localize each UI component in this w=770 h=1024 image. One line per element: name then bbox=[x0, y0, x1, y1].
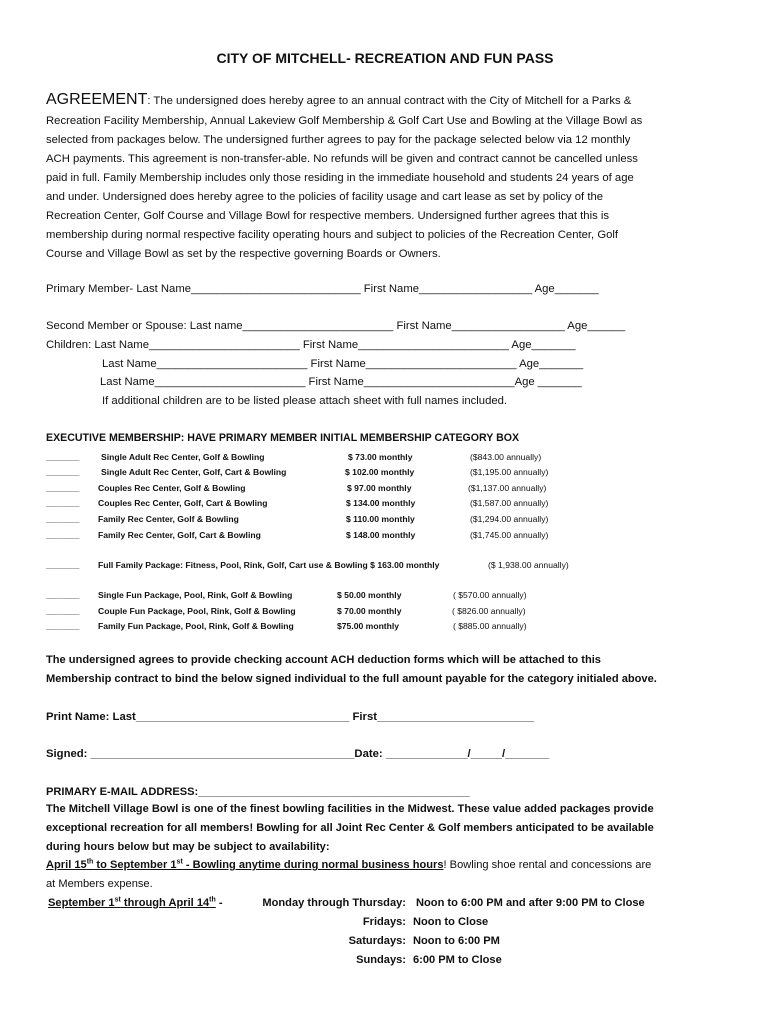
print-name-field[interactable]: Print Name: Last__________________________________ First_________________________ bbox=[46, 711, 535, 723]
schedule-day: Saturdays: bbox=[348, 935, 406, 947]
fun-package-name: Family Fun Package, Pool, Rink, Golf & Bowling bbox=[98, 621, 294, 631]
summer-note: ! Bowling shoe rental and concessions are bbox=[443, 859, 652, 871]
agreement-line-8: membership during normal respective facility operating hours and subject to policies of the Recreation Center, Golf bbox=[46, 229, 619, 241]
exec-package-name: Family Rec Center, Golf, Cart & Bowling bbox=[98, 530, 261, 540]
fun-package-annual: ( $885.00 annually) bbox=[453, 621, 527, 631]
exec-initial-blank-6[interactable]: _______ bbox=[46, 530, 80, 540]
fun-package-monthly: $75.00 monthly bbox=[337, 621, 400, 631]
agreement-line-9: Course and Village Bowl as set by the respective governing Boards or Owners. bbox=[46, 248, 441, 260]
winter-dates-line: September 1st through April 14th - bbox=[48, 896, 223, 909]
fun-initial-blank-1[interactable]: _______ bbox=[46, 590, 80, 600]
exec-package-annual: ($1,195.00 annually) bbox=[470, 467, 549, 477]
exec-package-monthly: $ 134.00 monthly bbox=[346, 498, 416, 508]
fun-package-monthly: $ 50.00 monthly bbox=[337, 590, 402, 600]
ach-line-1: The undersigned agrees to provide checking account ACH deduction forms which will be attached to this bbox=[46, 654, 601, 666]
summer-hours-line bbox=[46, 859, 651, 871]
full-family-annual: ($ 1,938.00 annually) bbox=[488, 560, 569, 570]
exec-package-name: Family Rec Center, Golf & Bowling bbox=[98, 514, 239, 524]
email-field[interactable]: PRIMARY E-MAIL ADDRESS:____________________________________________ bbox=[46, 786, 470, 798]
agreement-line-1: AGREEMENT: The undersigned does hereby agree to an annual contract with the City of Mitchell for a Parks & bbox=[46, 91, 632, 108]
exec-package-monthly: $ 102.00 monthly bbox=[345, 467, 415, 477]
exec-package-name: Couples Rec Center, Golf, Cart & Bowling bbox=[98, 498, 268, 508]
page-title: CITY OF MITCHELL- RECREATION AND FUN PASS bbox=[216, 50, 554, 66]
schedule-time: Noon to 6:00 PM bbox=[413, 935, 500, 947]
exec-package-monthly: $ 73.00 monthly bbox=[348, 452, 413, 462]
exec-package-name: Single Adult Rec Center, Golf, Cart & Bowling bbox=[101, 467, 287, 477]
child-3-field[interactable]: Last Name________________________ First Name________________________Age _______ bbox=[100, 376, 582, 388]
full-family-initial-blank[interactable]: _______ bbox=[46, 560, 80, 570]
fun-package-name: Single Fun Package, Pool, Rink, Golf & Bowling bbox=[98, 590, 293, 600]
exec-package-annual: ($1,294.00 annually) bbox=[470, 514, 549, 524]
exec-package-name: Single Adult Rec Center, Golf & Bowling bbox=[101, 452, 265, 462]
schedule-day: Fridays: bbox=[362, 916, 406, 928]
exec-package-annual: ($1,745.00 annually) bbox=[470, 530, 549, 540]
schedule-day: Sundays: bbox=[356, 954, 406, 966]
second-member-field[interactable]: Second Member or Spouse: Last name________________________ First Name__________________ Age______ bbox=[46, 320, 626, 332]
bowl-line-2: exceptional recreation for all members! Bowling for all Joint Rec Center & Golf members anticipated to be available bbox=[46, 822, 654, 834]
exec-package-monthly: $ 148.00 monthly bbox=[346, 530, 416, 540]
bowl-line-3: during hours below but may be subject to availability: bbox=[46, 841, 330, 853]
schedule-time: Noon to Close bbox=[413, 916, 489, 928]
exec-package-annual: ($1,137.00 annually) bbox=[468, 483, 547, 493]
agreement-line-7: Recreation Center, Golf Course and Village Bowl for respective members. Undersigned further agrees that this is bbox=[46, 210, 610, 222]
exec-initial-blank-3[interactable]: _______ bbox=[46, 483, 80, 493]
exec-package-annual: ($843.00 annually) bbox=[470, 452, 542, 462]
agreement-line-6: and under. Undersigned does hereby agree to the policies of facility usage and cart lease as set by policy of the bbox=[46, 191, 604, 203]
agreement-line-5: paid in full. Family Membership includes only those residing in the immediate household and students 24 years of age bbox=[46, 172, 634, 184]
full-family-package: Full Family Package: Fitness, Pool, Rink, Golf, Cart use & Bowling $ 163.00 monthly bbox=[98, 560, 440, 570]
fun-package-annual: ( $826.00 annually) bbox=[452, 606, 526, 616]
fun-package-annual: ( $570.00 annually) bbox=[453, 590, 527, 600]
fun-package-monthly: $ 70.00 monthly bbox=[337, 606, 402, 616]
exec-initial-blank-5[interactable]: _______ bbox=[46, 514, 80, 524]
schedule-day: Monday through Thursday: bbox=[262, 897, 406, 909]
agreement-line-4: ACH payments. This agreement is non-transfer-able. No refunds will be given and contract cannot be cancelled unless bbox=[46, 153, 638, 165]
agreement-line-2: Recreation Facility Membership, Annual Lakeview Golf Membership & Golf Cart Use and Bowling at the Village Bowl as bbox=[46, 115, 643, 127]
child-2-field[interactable]: Last Name________________________ First Name________________________ Age_______ bbox=[102, 358, 584, 370]
child-1-field[interactable]: Children: Last Name________________________ First Name________________________ Age_______ bbox=[46, 339, 576, 351]
executive-heading: EXECUTIVE MEMBERSHIP: HAVE PRIMARY MEMBER INITIAL MEMBERSHIP CATEGORY BOX bbox=[46, 432, 520, 444]
children-note: If additional children are to be listed please attach sheet with full names included. bbox=[102, 395, 508, 407]
fun-initial-blank-2[interactable]: _______ bbox=[46, 606, 80, 616]
exec-package-name: Couples Rec Center, Golf & Bowling bbox=[98, 483, 246, 493]
exec-initial-blank-1[interactable]: _______ bbox=[46, 452, 80, 462]
schedule-time: Noon to 6:00 PM and after 9:00 PM to Close bbox=[416, 897, 645, 909]
ach-line-2: Membership contract to bind the below signed individual to the full amount payable for the category initialed above. bbox=[46, 673, 657, 685]
bowl-line-1: The Mitchell Village Bowl is one of the finest bowling facilities in the Midwest. These value added packages provide bbox=[46, 803, 654, 815]
primary-member-field[interactable]: Primary Member- Last Name___________________________ First Name__________________ Age_______ bbox=[46, 283, 599, 295]
exec-package-monthly: $ 97.00 monthly bbox=[347, 483, 412, 493]
signed-date-field[interactable]: Signed: __________________________________________Date: _____________/_____/_______ bbox=[46, 748, 550, 760]
summer-dates: April 15th to September 1st - Bowling anytime during normal business hours bbox=[46, 858, 444, 871]
agreement-line-3: selected from packages below. The undersigned further agrees to pay for the package selected below via 12 monthly bbox=[46, 134, 631, 146]
exec-initial-blank-4[interactable]: _______ bbox=[46, 498, 80, 508]
summer-note-2: at Members expense. bbox=[46, 878, 153, 890]
agreement-heading: AGREEMENT bbox=[46, 91, 148, 108]
schedule-time: 6:00 PM to Close bbox=[413, 954, 502, 966]
winter-dates: September 1st through April 14th bbox=[48, 896, 216, 909]
fun-initial-blank-3[interactable]: _______ bbox=[46, 621, 80, 631]
exec-initial-blank-2[interactable]: _______ bbox=[46, 467, 80, 477]
exec-package-annual: ($1,587.00 annually) bbox=[470, 498, 549, 508]
exec-package-monthly: $ 110.00 monthly bbox=[346, 514, 415, 524]
fun-package-name: Couple Fun Package, Pool, Rink, Golf & Bowling bbox=[98, 606, 296, 616]
